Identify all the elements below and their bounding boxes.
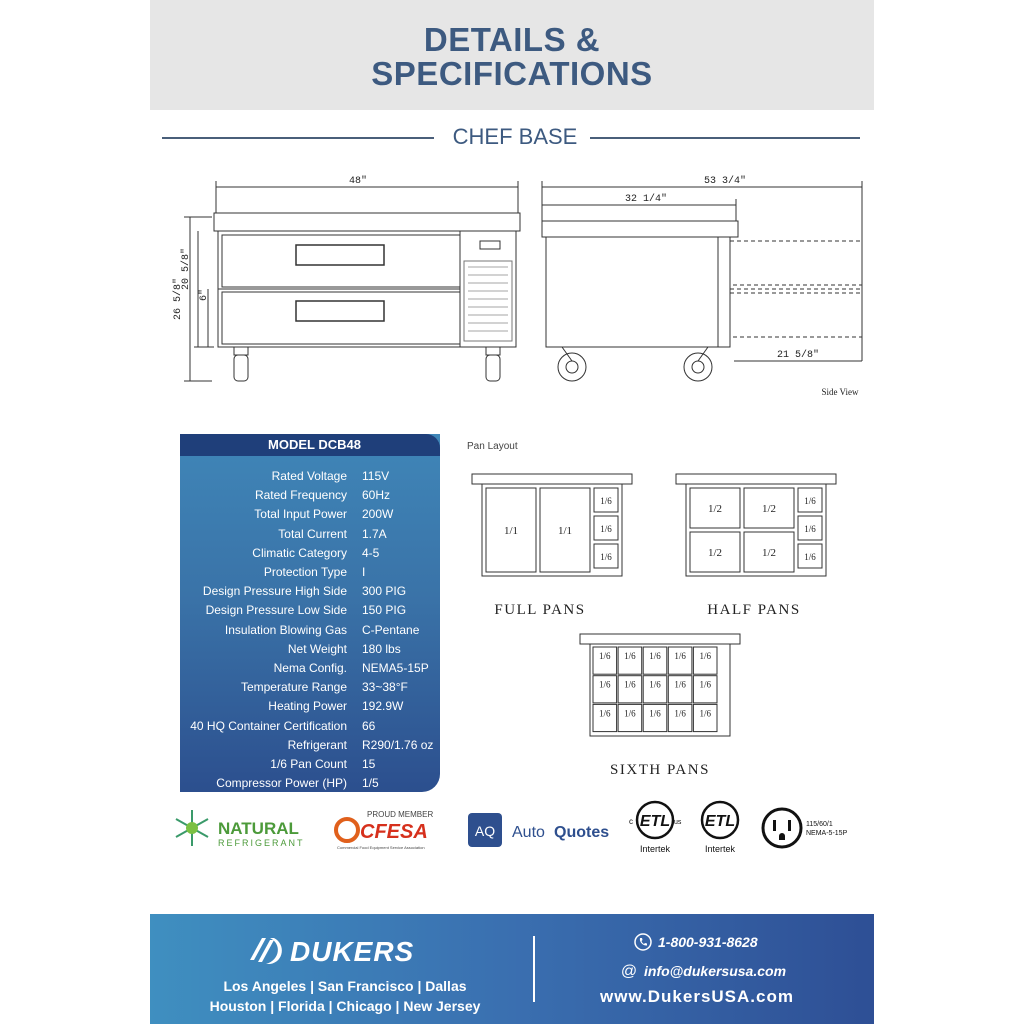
sixth-pan-label: 1/6 bbox=[599, 708, 611, 719]
spec-label: Climatic Category bbox=[252, 545, 347, 560]
etl-c-us-logo bbox=[626, 800, 684, 858]
half-sixth-label-3: 1/6 bbox=[804, 552, 816, 562]
cfesa-logo bbox=[333, 808, 453, 852]
full-pan-label-1: 1/1 bbox=[503, 525, 519, 537]
spec-label: Net Weight bbox=[287, 641, 347, 656]
half-sixth-label-1: 1/6 bbox=[804, 496, 816, 506]
full-sixth-label-2: 1/6 bbox=[600, 524, 612, 534]
section-title: CHEF BASE bbox=[452, 124, 578, 149]
spec-row bbox=[180, 776, 440, 794]
sixth-pan-label: 1/6 bbox=[649, 708, 661, 719]
header-banner bbox=[150, 0, 874, 110]
spec-row bbox=[180, 584, 440, 602]
sixth-pan-label: 1/6 bbox=[599, 679, 611, 690]
spec-label: Temperature Range bbox=[240, 680, 347, 695]
sixth-pan-label: 1/6 bbox=[699, 679, 711, 690]
spec-value: 300 PIG bbox=[362, 584, 407, 599]
sixth-pan-label: 1/6 bbox=[624, 679, 636, 690]
spec-row bbox=[180, 757, 440, 775]
spec-value: 4-5 bbox=[362, 545, 380, 560]
sixth-pan-label: 1/6 bbox=[674, 651, 686, 661]
half-pan-label-3: 1/2 bbox=[707, 547, 723, 559]
footer-website[interactable]: www.DukersUSA.com bbox=[600, 987, 794, 1006]
spec-sheet bbox=[150, 0, 874, 1024]
sixth-pan-label: 1/6 bbox=[624, 651, 636, 661]
dim-height-cabinet: 20 5/8" bbox=[181, 247, 192, 291]
footer-phone[interactable]: 1-800-931-8628 bbox=[658, 934, 758, 950]
spec-value: 115V bbox=[362, 469, 390, 483]
spec-label: 40 HQ Container Certification bbox=[190, 718, 347, 733]
spec-label: Total Input Power bbox=[254, 507, 347, 522]
sixth-pans-caption: SIXTH PANS bbox=[610, 762, 710, 778]
dim-drawer-extension: 21 5/8" bbox=[776, 350, 820, 361]
spec-row bbox=[180, 546, 440, 564]
aq-quotes-text: Quotes bbox=[554, 824, 610, 841]
spec-value: 180 lbs bbox=[362, 641, 401, 656]
sixth-pan-label: 1/6 bbox=[649, 651, 661, 661]
cfesa-text: CFESA bbox=[360, 821, 428, 843]
phone-icon bbox=[634, 933, 652, 951]
pan-layout-diagram bbox=[450, 460, 870, 790]
spec-value: 60Hz bbox=[362, 488, 391, 503]
sixth-pan-label: 1/6 bbox=[599, 651, 611, 661]
spec-row bbox=[180, 469, 440, 487]
dim-side-open: 53 3/4" bbox=[703, 176, 747, 187]
page-title-line2: SPECIFICATIONS bbox=[371, 55, 653, 92]
half-pan-label-1: 1/2 bbox=[707, 503, 723, 515]
pan-layout-label: Pan Layout bbox=[467, 441, 518, 452]
spec-value: R290/1.76 oz bbox=[362, 737, 434, 752]
spec-label: Compressor Power (HP) bbox=[216, 776, 347, 791]
spec-row bbox=[180, 565, 440, 583]
spec-label: Insulation Blowing Gas bbox=[224, 622, 347, 637]
spec-value: NEMA5-15P bbox=[362, 661, 429, 675]
spec-value: 15 bbox=[362, 757, 376, 771]
model-label: MODEL DCB48 bbox=[180, 434, 440, 456]
spec-value: 1/5 bbox=[362, 776, 379, 791]
dim-side-depth: 32 1/4" bbox=[624, 194, 668, 205]
sixth-pan-label: 1/6 bbox=[699, 708, 711, 719]
spec-row bbox=[180, 699, 440, 717]
spec-label: 1/6 Pan Count bbox=[270, 757, 347, 771]
intertek-text-2: Intertek bbox=[704, 844, 736, 854]
spec-row bbox=[180, 488, 440, 506]
spec-label: Nema Config. bbox=[273, 661, 347, 675]
autoquotes-logo bbox=[468, 812, 618, 848]
refrigerant-text: REFRIGERANT bbox=[218, 838, 305, 848]
sixth-pan-label: 1/6 bbox=[699, 651, 711, 661]
half-pans-caption: HALF PANS bbox=[707, 602, 801, 618]
dim-height-total: 26 5/8" bbox=[173, 277, 184, 321]
side-view-label: Side View bbox=[821, 387, 859, 397]
spec-value: 150 PIG bbox=[362, 603, 407, 618]
spec-value: 1.7A bbox=[362, 526, 387, 541]
spec-card bbox=[180, 434, 440, 792]
etl-mark-text-2: ETL bbox=[704, 813, 736, 830]
etl-mark-text-1: ETL bbox=[639, 813, 671, 830]
spec-label: Design Pressure Low Side bbox=[205, 603, 347, 618]
spec-label: Rated Voltage bbox=[271, 469, 347, 483]
spec-label: Rated Frequency bbox=[254, 488, 347, 503]
spec-row bbox=[180, 642, 440, 660]
half-pan-label-2: 1/2 bbox=[761, 503, 777, 515]
half-pan-label-4: 1/2 bbox=[761, 547, 777, 559]
spec-row bbox=[180, 661, 440, 679]
half-sixth-label-2: 1/6 bbox=[804, 524, 816, 534]
footer-divider bbox=[533, 936, 535, 1002]
spec-label: Refrigerant bbox=[287, 737, 347, 752]
spec-row bbox=[180, 527, 440, 545]
intertek-text-1: Intertek bbox=[639, 844, 671, 854]
spec-row bbox=[180, 680, 440, 698]
email-icon bbox=[620, 962, 638, 980]
full-sixth-label-1: 1/6 bbox=[600, 496, 612, 506]
sixth-pan-label: 1/6 bbox=[649, 679, 661, 690]
spec-value: 66 bbox=[362, 718, 376, 733]
footer-cities-line2: Houston | Florida | Chicago | New Jersey bbox=[209, 998, 481, 1014]
spec-value: C-Pentane bbox=[362, 622, 420, 637]
aq-auto-text: Auto bbox=[512, 824, 545, 841]
spec-label: Protection Type bbox=[263, 565, 347, 579]
plug-rating-text: 115/60/1 bbox=[806, 821, 833, 828]
dim-front-width: 48" bbox=[348, 176, 368, 187]
page-title-line1: DETAILS & bbox=[423, 21, 601, 58]
spec-label: Heating Power bbox=[268, 699, 347, 714]
spec-row bbox=[180, 738, 440, 756]
footer-banner bbox=[150, 914, 874, 1024]
etl-logo bbox=[692, 800, 748, 858]
natural-text: NATURAL bbox=[218, 819, 299, 838]
footer-cities bbox=[200, 976, 490, 1016]
spec-row bbox=[180, 623, 440, 641]
sixth-pan-label: 1/6 bbox=[624, 708, 636, 719]
plug-nema-text: NEMA-5-15P bbox=[806, 830, 848, 837]
spec-value: 33~38°F bbox=[362, 680, 408, 695]
etl-c-text: c bbox=[629, 817, 633, 826]
spec-row bbox=[180, 719, 440, 737]
spec-value: 192.9W bbox=[362, 699, 404, 714]
spec-value: I bbox=[362, 565, 366, 579]
dukers-logo-icon bbox=[246, 932, 286, 968]
cfesa-member-text: PROUD MEMBER bbox=[367, 810, 434, 819]
footer-brand: DUKERS bbox=[290, 936, 415, 967]
spec-row bbox=[180, 507, 440, 525]
aq-badge-text: AQ bbox=[474, 823, 496, 839]
spec-label: Total Current bbox=[278, 526, 347, 541]
dim-height-casters: 6" bbox=[199, 288, 210, 302]
spec-value: 200W bbox=[362, 507, 394, 522]
footer-cities-line1: Los Angeles | San Francisco | Dallas bbox=[223, 978, 467, 994]
etl-us-text: us bbox=[674, 819, 682, 826]
natural-refrigerant-logo bbox=[172, 802, 322, 854]
technical-drawing bbox=[150, 165, 874, 405]
footer-email[interactable]: info@dukersusa.com bbox=[644, 963, 787, 979]
spec-label: Design Pressure High Side bbox=[202, 584, 347, 599]
spec-row bbox=[180, 603, 440, 621]
section-rule-right bbox=[590, 137, 860, 139]
nema-plug-icon bbox=[760, 806, 860, 852]
cfesa-sub-text: Commercial Food Equipment Service Association bbox=[337, 845, 425, 850]
full-sixth-label-3: 1/6 bbox=[600, 552, 612, 562]
full-pans-caption: FULL PANS bbox=[494, 602, 586, 618]
full-pan-label-2: 1/1 bbox=[557, 525, 573, 537]
sixth-pan-label: 1/6 bbox=[674, 679, 686, 690]
sixth-pan-label: 1/6 bbox=[674, 708, 686, 719]
svg-text:@: @ bbox=[620, 963, 638, 980]
section-rule-left bbox=[162, 137, 434, 139]
